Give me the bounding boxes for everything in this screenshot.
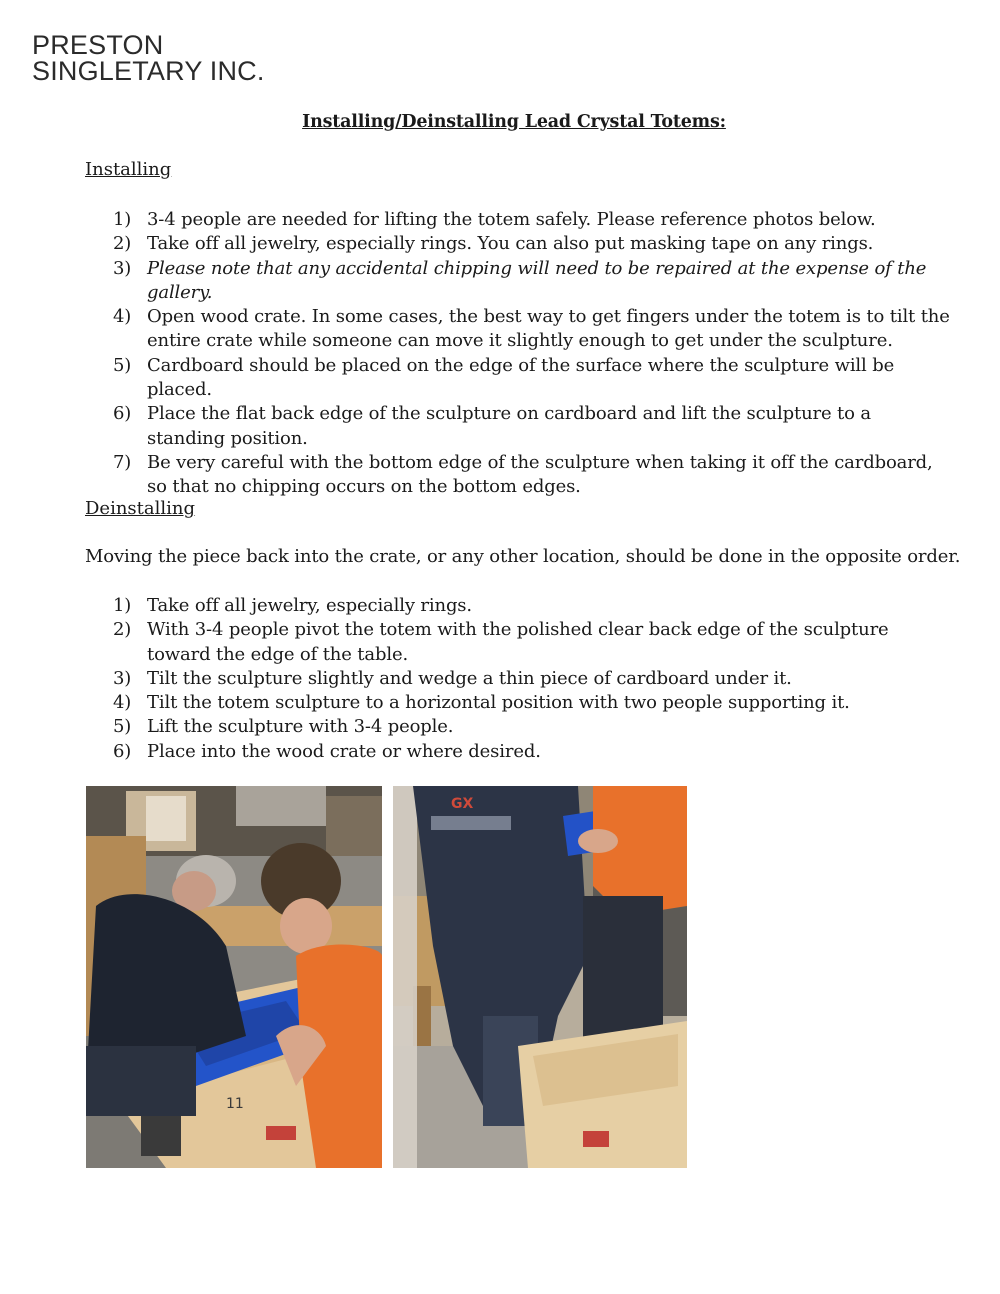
list-item [113, 594, 953, 618]
step-number: 3) [113, 667, 132, 689]
step-number: 1) [113, 209, 132, 230]
logo-line-2: SINGLETARY INC. [32, 56, 265, 86]
step-number: 6) [113, 403, 132, 425]
shirt-print: GX [451, 796, 474, 812]
step-text: Lift the sculpture with 3-4 people. [147, 716, 454, 738]
step-number: 2) [113, 233, 132, 255]
step-number: 4) [113, 306, 132, 328]
step-text: Take off all jewelry, especially rings. [147, 595, 472, 616]
step-text: Place the flat back edge of the sculpture on cardboard and lift the sculpture to a standing position. [147, 403, 871, 449]
deinstalling-intro: Moving the piece back into the crate, or any other location, should be done in the opposite order. [85, 546, 961, 567]
list-item [113, 232, 953, 256]
company-logo [32, 32, 265, 84]
step-number: 6) [113, 740, 132, 762]
step-text: Place into the wood crate or where desired. [147, 740, 541, 762]
step-text: Tilt the sculpture slightly and wedge a thin piece of cardboard under it. [147, 667, 792, 689]
step-number: 5) [113, 354, 132, 376]
document-title: Installing/Deinstalling Lead Crystal Totems: [302, 112, 726, 132]
deinstalling-heading: Deinstalling [85, 498, 196, 519]
crate-mark: 11 [226, 1096, 244, 1112]
list-item [113, 257, 953, 306]
step-number: 5) [113, 716, 132, 738]
photo-lifting-totem [86, 786, 382, 1168]
step-text: Please note that any accidental chipping will need to be repaired at the expense of the gallery. [147, 257, 927, 303]
step-text: Open wood crate. In some cases, the best way to get fingers under the totem is to tilt the entire crate while someone can move it slightly enough to get under the sculpture. [147, 306, 950, 352]
step-text: 3-4 people are needed for lifting the totem safely. Please reference photos below. [147, 209, 876, 230]
list-item [113, 354, 953, 403]
deinstalling-steps [113, 594, 953, 764]
list-item [113, 740, 953, 764]
photo-carrying-totem [393, 786, 687, 1168]
logo-line-1: PRESTON [32, 30, 164, 60]
list-item [113, 691, 953, 715]
list-item [113, 618, 953, 667]
list-item [113, 208, 953, 232]
photo-lifting-totem-illustration [86, 786, 382, 1168]
step-number: 3) [113, 257, 132, 279]
step-number: 7) [113, 451, 132, 473]
step-text: With 3-4 people pivot the totem with the polished clear back edge of the sculpture toward the edge of the table. [147, 619, 889, 665]
list-item [113, 305, 953, 354]
step-number: 1) [113, 595, 132, 616]
step-number: 2) [113, 619, 132, 641]
installing-heading: Installing [85, 159, 172, 180]
step-text: Be very careful with the bottom edge of the sculpture when taking it off the cardboard, so that no chipping occurs on the bottom edges. [147, 451, 933, 498]
list-item [113, 451, 953, 500]
step-text: Cardboard should be placed on the edge of the surface where the sculpture will be placed. [147, 354, 895, 401]
list-item [113, 715, 953, 739]
step-text: Tilt the totem sculpture to a horizontal position with two people supporting it. [147, 692, 850, 714]
photo-carrying-totem-illustration [393, 786, 687, 1168]
step-text: Take off all jewelry, especially rings. You can also put masking tape on any rings. [147, 233, 874, 255]
list-item [113, 667, 953, 691]
step-number: 4) [113, 692, 132, 714]
list-item [113, 402, 953, 451]
installing-steps [113, 208, 953, 500]
